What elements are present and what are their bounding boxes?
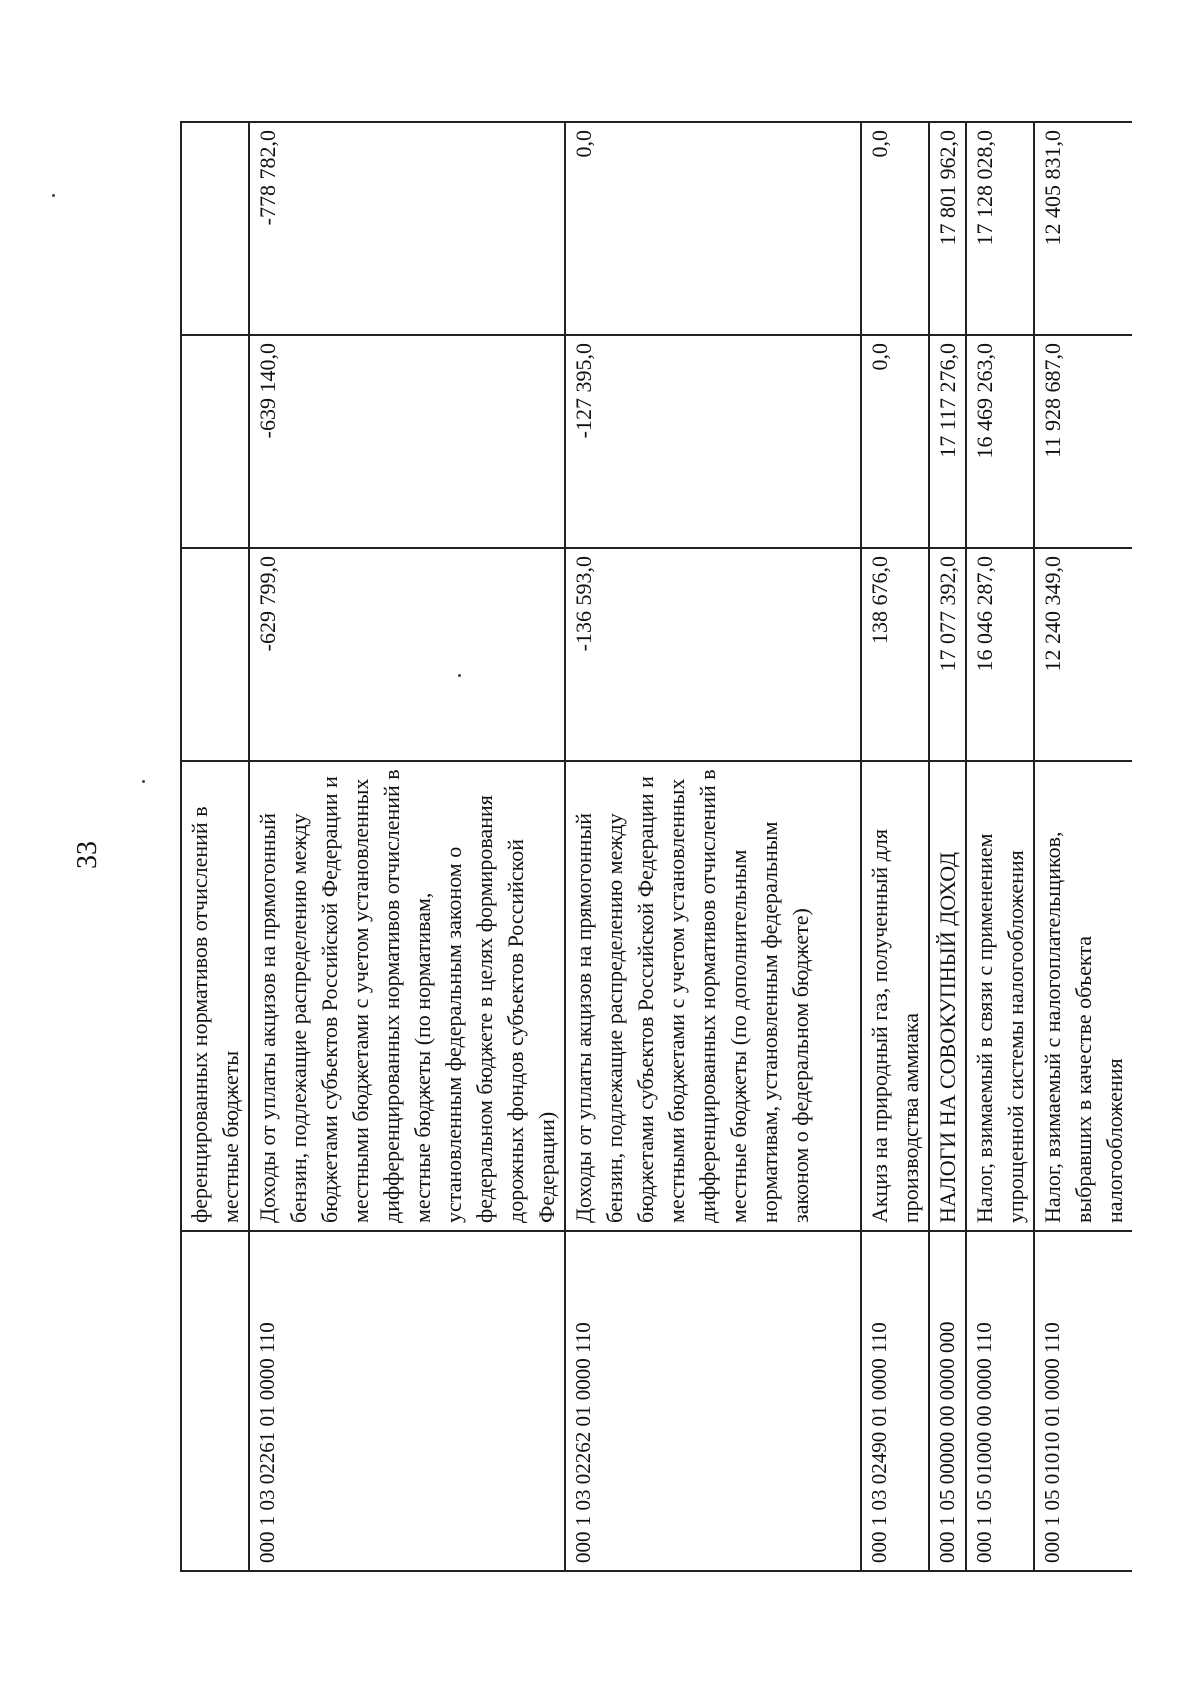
budget-code-cell: 000 1 03 02261 01 0000 110	[249, 1231, 565, 1571]
value-year2-cell	[181, 335, 249, 548]
table-row	[929, 122, 966, 1571]
value-year1-cell: -629 799,0	[249, 548, 565, 761]
value-year3-cell	[181, 122, 249, 335]
table-row	[565, 122, 861, 1571]
value-year3-cell: -778 782,0	[249, 122, 565, 335]
revenue-name-cell: НАЛОГИ НА СОВОКУПНЫЙ ДОХОД	[929, 761, 966, 1231]
revenue-name-cell: Налог, взимаемый в связи с применением упрощенной системы налогообложения	[966, 761, 1034, 1231]
budget-code-cell: 000 1 05 01000 00 0000 110	[966, 1231, 1034, 1571]
revenue-name-cell: Доходы от уплаты акцизов на прямогонный бензин, подлежащие распределению между бюджетами субъектов Российской Федерации и местными бюджетами с учетом установленных дифференцированных нормативов отчислений в местные бюджеты (по дополнительным нормативам, установленным федеральным законом о федеральном бюджете)	[565, 761, 861, 1231]
value-year1-cell: 138 676,0	[861, 548, 929, 761]
value-year3-cell: 12 405 831,0	[1034, 122, 1132, 335]
table-row	[966, 122, 1034, 1571]
value-year2-cell: 11 928 687,0	[1034, 335, 1132, 548]
value-year1-cell: -136 593,0	[565, 548, 861, 761]
value-year3-cell: 17 128 028,0	[966, 122, 1034, 335]
budget-revenue-table	[180, 121, 1132, 1572]
value-year3-cell: 17 801 962,0	[929, 122, 966, 335]
value-year2-cell: 16 469 263,0	[966, 335, 1034, 548]
value-year3-cell: 0,0	[565, 122, 861, 335]
value-year2-cell: 0,0	[861, 335, 929, 548]
revenue-name-cell: Налог, взимаемый с налогоплательщиков, выбравших в качестве объекта налогообложения	[1034, 761, 1132, 1231]
value-year2-cell: 17 117 276,0	[929, 335, 966, 548]
value-year1-cell: 17 077 392,0	[929, 548, 966, 761]
value-year3-cell: 0,0	[861, 122, 929, 335]
table-row	[861, 122, 929, 1571]
revenue-name-cell: Доходы от уплаты акцизов на прямогонный бензин, подлежащие распределению между бюджетами субъектов Российской Федерации и местными бюджетами с учетом установленных дифференцированных нормативов отчислений в местные бюджеты (по нормативам, установленным федеральным законом о федеральном бюджете в целях формирования дорожных фондов субъектов Российской Федерации)	[249, 761, 565, 1231]
revenue-name-cell: Акциз на природный газ, полученный для производства аммиака	[861, 761, 929, 1231]
table-row	[1034, 122, 1132, 1571]
table-row	[181, 122, 249, 1571]
value-year1-cell	[181, 548, 249, 761]
budget-code-cell: 000 1 05 00000 00 0000 000	[929, 1231, 966, 1571]
budget-code-cell	[181, 1231, 249, 1571]
page-number: 33	[72, 841, 103, 869]
value-year1-cell: 12 240 349,0	[1034, 548, 1132, 761]
rotated-table-container	[180, 122, 1127, 1572]
table-row	[249, 122, 565, 1571]
budget-code-cell: 000 1 05 01010 01 0000 110	[1034, 1231, 1132, 1571]
value-year2-cell: -639 140,0	[249, 335, 565, 548]
revenue-name-cell: ференцированных нормативов отчислений в местные бюджеты	[181, 761, 249, 1231]
budget-code-cell: 000 1 03 02490 01 0000 110	[861, 1231, 929, 1571]
budget-code-cell: 000 1 03 02262 01 0000 110	[565, 1231, 861, 1571]
value-year1-cell: 16 046 287,0	[966, 548, 1034, 761]
value-year2-cell: -127 395,0	[565, 335, 861, 548]
